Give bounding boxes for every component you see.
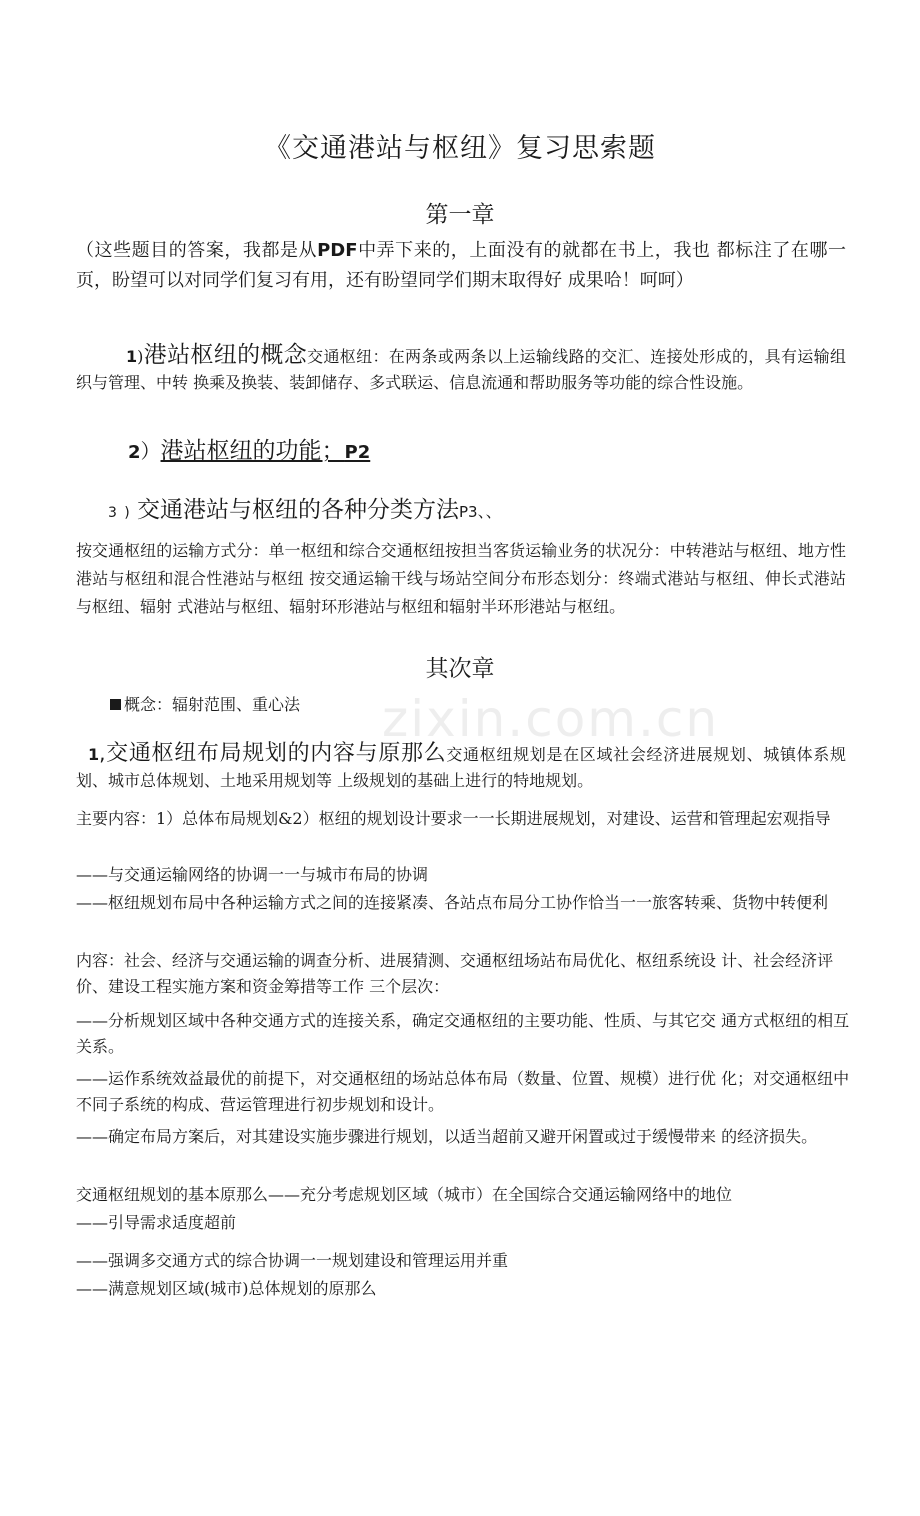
content-line: ——确定布局方案后，对其建设实施步骤进行规划，以适当超前又避开闲置或过于缓慢带来 的经济损失。 — [76, 1127, 818, 1146]
section-1 — [76, 740, 846, 794]
intro-text-2: 中弄下来的，上面没有的就都在书上，我也 都标注了在哪一页，盼望可以对同学们复习有用，还有盼望同学们期末取得好 成果哈！呵呵） — [76, 240, 846, 291]
content-line: 主要内容：1）总体布局规划&2）枢纽的规划设计要求一一长期进展规划，对建设、运营和管理起宏观指导 — [76, 809, 831, 828]
content-line: ——引导需求适度超前 — [76, 1213, 237, 1232]
q1-number: 1 — [126, 347, 138, 366]
q2-title: 港站枢纽的功能； — [160, 438, 345, 464]
q3-page: P3 — [459, 503, 478, 521]
content-line: ——分析规划区域中各种交通方式的连接关系，确定交通枢纽的主要功能、性质、与其它交 通方式枢纽的相互关系。 — [76, 1011, 850, 1056]
question-3 — [108, 491, 502, 524]
s1-number: 1 — [88, 745, 100, 764]
concept-line — [110, 692, 710, 718]
q2-page: P2 — [344, 442, 371, 463]
square-bullet-icon — [110, 699, 121, 710]
q3-paren: ) — [124, 505, 130, 521]
content-line: ——运作系统效益最优的前提下，对交通枢纽的场站总体布局（数量、位置、规模）进行优 化；对交通枢纽中不同子系统的构成、营运管理进行初步规划和设计。 — [76, 1069, 850, 1114]
q3-number: 3 — [108, 505, 117, 521]
intro-paragraph — [76, 236, 846, 296]
q1-text: 交通枢纽：在两条或两条以上运输线路的交汇、连接处形成的，具有运输组织与管理、中转 换乘及换装、装卸储存、多式联运、信息流通和帮助服务等功能的综合性设施。 — [76, 347, 846, 392]
q1-title: 港站枢纽的概念 — [143, 342, 308, 368]
q1-paren: ) — [137, 347, 144, 366]
content-line: ——与交通运输网络的协调一一与城市布局的协调 — [76, 865, 429, 884]
content-line: ——枢纽规划布局中各种运输方式之间的连接紧凑、各站点布局分工协作恰当一一旅客转乘、货物中转便利 — [76, 893, 829, 912]
q3-title: 交通港站与枢纽的各种分类方法 — [137, 497, 460, 523]
classification-paragraph: 按交通枢纽的运输方式分：单一枢纽和综合交通枢纽按担当客货运输业务的状况分：中转港站与枢纽、地方性港站与枢纽和混合性港站与枢纽 按交通运输干线与场站空间分布形态划分：终端式港站与枢纽、伸长式港站与枢纽、辐射 式港站与枢纽、辐射环形港站与枢纽和辐射半环形港站与枢纽。 — [76, 541, 846, 616]
content-line: 内容：社会、经济与交通运输的调查分析、进展猜测、交通枢纽场站布局优化、枢纽系统设 计、社会经济评价、建设工程实施方案和资金筹措等工作 三个层次： — [76, 951, 834, 996]
s1-text: 交通枢纽规划是在区域社会经济进展规划、城镇体系规划、城市总体规划、土地采用规划等 上级规划的基础上进行的特地规划。 — [76, 745, 846, 790]
s1-title: 交通枢纽布局规划的内容与原那么 — [105, 741, 447, 766]
content-line: ——满意规划区域(城市)总体规划的原那么 — [76, 1279, 377, 1298]
q2-number: 2 — [128, 442, 141, 463]
q2-title-underlined — [161, 438, 371, 464]
question-1 — [76, 342, 846, 396]
content-line: ——强调多交通方式的综合协调一一规划建设和管理运用并重 — [76, 1251, 509, 1270]
q3-tail: 、、 — [477, 502, 502, 521]
watermark: zixin.com.cn — [382, 690, 720, 748]
question-2 — [128, 432, 370, 465]
intro-pdf: PDF — [317, 240, 358, 261]
concept-text: 概念：辐射范围、重心法 — [124, 695, 301, 714]
document-title: 《交通港站与枢纽》复习思索题 — [264, 133, 656, 164]
s1-separator: , — [99, 741, 106, 765]
content-line: 交通枢纽规划的基本原那么——充分考虑规划区域（城市）在全国综合交通运输网络中的地位 — [76, 1185, 733, 1204]
chapter-1-heading: 第一章 — [425, 202, 495, 228]
intro-text-1: （这些题目的答案，我都是从 — [76, 240, 318, 261]
q2-paren: ） — [140, 439, 161, 463]
chapter-2-heading: 其次章 — [425, 656, 495, 682]
